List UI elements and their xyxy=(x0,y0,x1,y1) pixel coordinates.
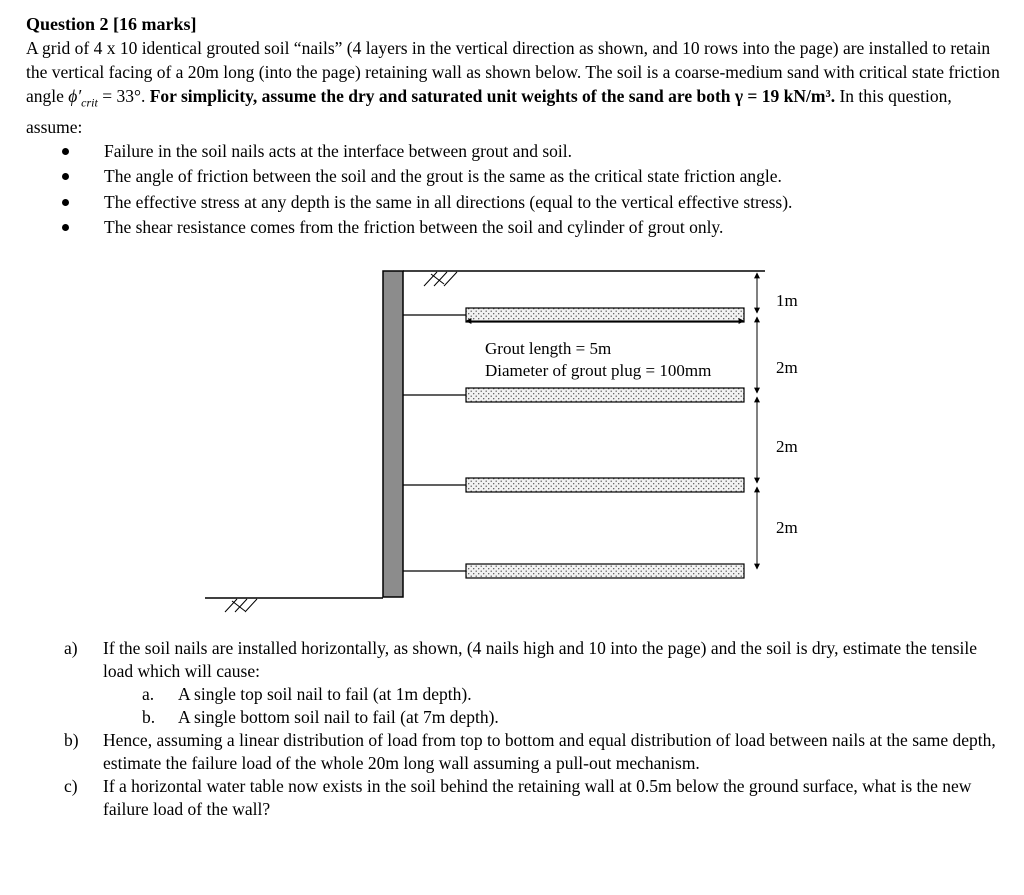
grout-diameter-label: Diameter of grout plug = 100mm xyxy=(485,361,712,380)
grout-length-label: Grout length = 5m xyxy=(485,339,612,358)
list-item: Failure in the soil nails acts at the interface between grout and soil. xyxy=(26,139,1001,165)
assumptions-list xyxy=(26,139,1001,241)
part-label: b) xyxy=(64,730,79,750)
part-a xyxy=(26,637,1001,683)
intro-text-a: A grid of 4 x 10 identical grouted soil “nails” (4 layers in the vertical direction as shown, and 10 rows into the page) are installed to retain the vertical facing of a 20m long (into the page) retaining wall as shown below. The soil is a coarse-medium sand with critical state friction angle xyxy=(26,38,1000,106)
part-b xyxy=(26,729,1001,775)
spacing-label-2: 2m xyxy=(776,358,798,377)
question-block xyxy=(26,12,1001,241)
grout-plug xyxy=(466,308,744,322)
soil-nail-3 xyxy=(403,478,744,492)
part-b-text: Hence, assuming a linear distribution of load from top to bottom and equal distribution of load between nails at the same depth, estimate the failure load of the whole 20m long wall assuming a pull-out mechanism. xyxy=(103,730,996,773)
base-hatch-icon xyxy=(225,599,257,612)
sub-part-text: A single bottom soil nail to fail (at 7m depth). xyxy=(178,707,499,727)
ground-hatch-icon xyxy=(424,272,457,286)
part-a-text: If the soil nails are installed horizontally, as shown, (4 nails high and 10 into the page) and the soil is dry, estimate the tensile load which will cause: xyxy=(103,638,977,681)
soil-nail-2 xyxy=(403,388,744,402)
question-intro xyxy=(26,36,1001,139)
retaining-wall-diagram xyxy=(0,255,1024,625)
part-label: a) xyxy=(64,638,78,658)
grout-plug xyxy=(466,388,744,402)
list-item: The angle of friction between the soil and the grout is the same as the critical state friction angle. xyxy=(26,164,1001,190)
bullet-icon xyxy=(62,199,69,206)
phi-symbol: ϕ′ xyxy=(68,86,82,106)
spacing-label-1: 1m xyxy=(776,291,798,310)
sub-part-label: b. xyxy=(142,707,156,727)
phi-subscript: crit xyxy=(81,95,98,110)
unit-weight-statement: For simplicity, assume the dry and saturated unit weights of the sand are both γ = 19 kN/m³. xyxy=(149,86,836,106)
part-label: c) xyxy=(64,776,78,796)
grout-plug xyxy=(466,564,744,578)
spacing-label-4: 2m xyxy=(776,518,798,537)
grout-plug xyxy=(466,478,744,492)
bullet-icon xyxy=(62,224,69,231)
part-c-text: If a horizontal water table now exists in the soil behind the retaining wall at 0.5m below the ground surface, what is the new failure load of the wall? xyxy=(103,776,972,819)
question-parts xyxy=(26,637,1001,821)
phi-value: = 33°. xyxy=(97,86,150,106)
retaining-wall xyxy=(383,271,403,597)
intro-text-b: In this question, assume: xyxy=(26,86,952,137)
sub-part-b xyxy=(26,706,1001,729)
part-c xyxy=(26,775,1001,821)
sub-part-a xyxy=(26,683,1001,706)
bullet-icon xyxy=(62,148,69,155)
sub-part-label: a. xyxy=(142,684,155,704)
soil-nail-4 xyxy=(403,564,744,578)
bullet-icon xyxy=(62,173,69,180)
question-title: Question 2 [16 marks] xyxy=(26,14,197,34)
spacing-label-3: 2m xyxy=(776,437,798,456)
list-item: The effective stress at any depth is the same in all directions (equal to the vertical effective stress). xyxy=(26,190,1001,216)
soil-nail-1 xyxy=(403,308,744,322)
sub-part-text: A single top soil nail to fail (at 1m depth). xyxy=(178,684,472,704)
list-item: The shear resistance comes from the friction between the soil and cylinder of grout only. xyxy=(26,215,1001,241)
